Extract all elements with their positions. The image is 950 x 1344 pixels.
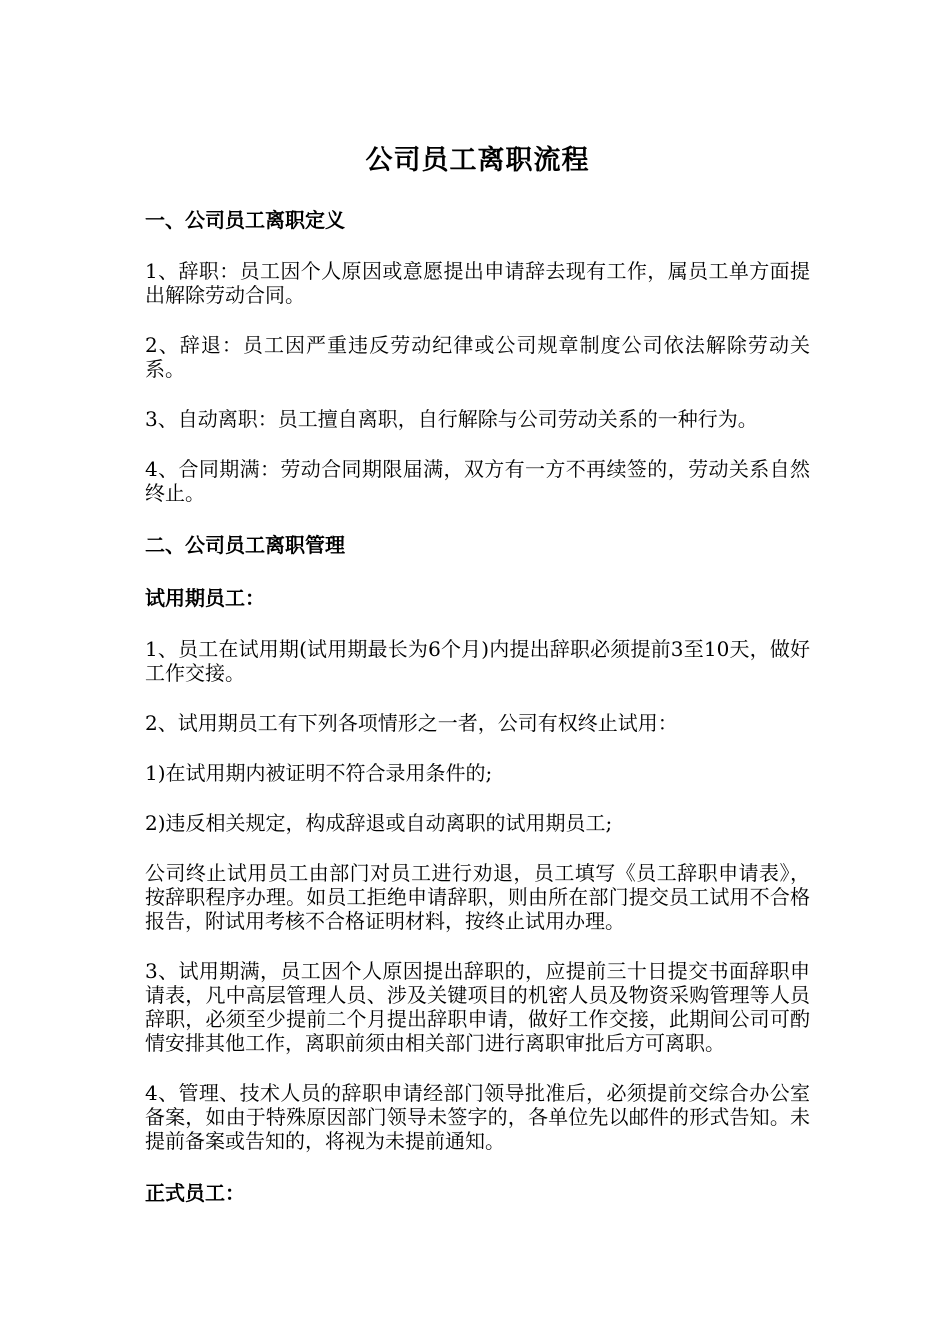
definition-contract-expiry: 4、合同期满：劳动合同期限届满，双方有一方不再续签的，劳动关系自然终止。: [145, 457, 810, 505]
regular-employee-heading: 正式员工：: [145, 1181, 245, 1205]
definition-self-departure: 3、自动离职：员工擅自离职，自行解除与公司劳动关系的一种行为。: [145, 407, 758, 431]
document-body: [145, 206, 810, 1232]
document-title: 公司员工离职流程: [365, 145, 590, 176]
probation-subitem-1: 1)在试用期内被证明不符合录用条件的;: [145, 761, 493, 785]
probation-heading: 试用期员工：: [145, 586, 265, 610]
definition-dismissal: 2、辞退：员工因严重违反劳动纪律或公司规章制度公司依法解除劳动关系。: [145, 333, 810, 381]
section-heading-definition: 一、公司员工离职定义: [145, 208, 345, 232]
probation-subitem-2: 2)违反相关规定，构成辞退或自动离职的试用期员工;: [145, 811, 613, 835]
probation-item-2: 2、试用期员工有下列各项情形之一者，公司有权终止试用：: [145, 711, 678, 735]
probation-item-4: 4、管理、技术人员的辞职申请经部门领导批准后，必须提前交综合办公室备案，如由于特殊原因部门领导未签字的，各单位先以邮件的形式告知。未提前备案或告知的，将视为未提前通知。: [145, 1081, 810, 1153]
probation-item-1: 1、员工在试用期(试用期最长为6个月)内提出辞职必须提前3至10天，做好工作交接。: [145, 637, 810, 685]
definition-resignation: 1、辞职：员工因个人原因或意愿提出申请辞去现有工作，属员工单方面提出解除劳动合同。: [145, 259, 810, 307]
probation-termination-paragraph: 公司终止试用员工由部门对员工进行劝退，员工填写《员工辞职申请表》，按辞职程序办理。如员工拒绝申请辞职，则由所在部门提交员工试用不合格报告，附试用考核不合格证明材料，按终止试用办理。: [145, 861, 810, 933]
section-heading-management: 二、公司员工离职管理: [145, 533, 345, 557]
probation-item-3: 3、试用期满，员工因个人原因提出辞职的，应提前三十日提交书面辞职申请表，凡中高层管理人员、涉及关键项目的机密人员及物资采购管理等人员辞职，必须至少提前二个月提出辞职申请，做好工作交接，此期间公司可酌情安排其他工作，离职前须由相关部门进行离职审批后方可离职。: [145, 959, 810, 1055]
